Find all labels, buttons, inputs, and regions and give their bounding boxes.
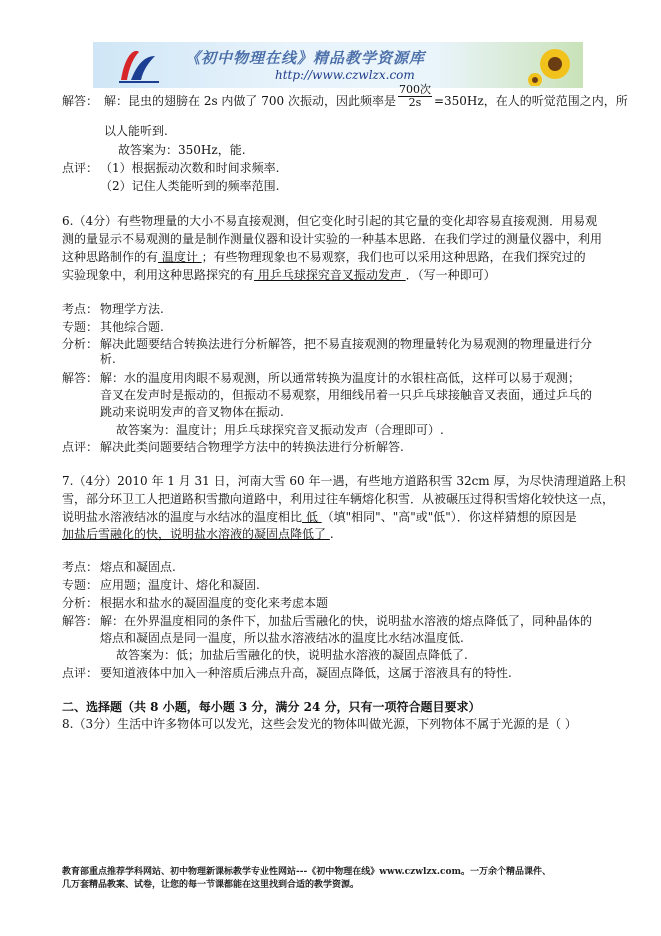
- q6-kaodian: 物理学方法.: [100, 302, 164, 316]
- q7-stem3-text: 说明盐水溶液结冰的温度与水结冰的温度相比: [62, 510, 303, 524]
- q6-jieda-3: 跳动来说明发声的音叉物体在振动.: [100, 405, 284, 419]
- q6-zhuanti-label: 专题：: [62, 320, 99, 334]
- q8-stem: 8.（3分）生活中许多物体可以发光，这些会发光的物体叫做光源，下列物体不属于光源的是（ ）: [62, 717, 577, 731]
- footer-line-2: 几万套精品教案、试卷，让您的每一节课都能在这里找到合适的教学资源。: [62, 880, 360, 890]
- q5-final-answer: 故答案为：350Hz，能.: [118, 143, 246, 157]
- q7-stem4-tail: .: [329, 527, 334, 541]
- q6-jieda-4: 故答案为：温度计；用乒乓球探究音叉振动发声（合理即可）.: [116, 423, 444, 437]
- fraction-numerator: 700次: [398, 83, 431, 96]
- q7-answer-blank-2: 加盐后雪融化的快，说明盐水溶液的凝固点降低了: [62, 527, 330, 541]
- q5-dianping-1: （1）根据振动次数和时间求频率.: [100, 161, 280, 175]
- q5-fraction: [398, 84, 432, 109]
- q5-dianping-label: 点评：: [62, 161, 99, 175]
- q7-jieda-label: 解答：: [62, 614, 99, 628]
- q7-stem-3: [62, 510, 577, 524]
- q7-jieda-2: 熔点和凝固点是同一温度，所以盐水溶液结冰的温度比水结冰温度低.: [100, 631, 464, 645]
- banner-url: http://www.czwlzx.com: [275, 68, 415, 82]
- q6-stem3-tail: ；有些物理现象也不易观察，我们也可以采用这种思路，在我们探究过的: [201, 250, 586, 264]
- q7-jieda-1: 解：在外界温度相同的条件下，加盐后雪融化的快，说明盐水溶液的熔点降低了，同种晶体的: [100, 614, 593, 628]
- q6-stem4-tail: ．（写一种即可）: [405, 268, 496, 282]
- q6-jieda-1: 解：水的温度用肉眼不易观测，所以通常转换为温度计的水银柱高低，这样可以易于观测；: [100, 371, 581, 385]
- q7-fenxi-label: 分析：: [62, 596, 99, 610]
- q6-jieda-label: 解答：: [62, 371, 99, 385]
- q5-answer-line1: [104, 83, 628, 109]
- q5-dianping-2: （2）记住人类能听到的频率范围.: [100, 179, 280, 193]
- q6-jieda-2: 音叉在发声时是振动的，但振动不易观察，用细线吊着一只乒乓球接触音叉表面，通过乒乓的: [100, 388, 593, 402]
- q7-jieda-3: 故答案为：低；加盐后雪融化的快，说明盐水溶液的凝固点降低了.: [116, 648, 468, 662]
- q6-stem-4: [62, 268, 496, 282]
- q7-fenxi: 根据水和盐水的凝固温度的变化来考虑本题: [100, 596, 329, 610]
- q6-stem3-text: 这种思路制作的有: [62, 250, 159, 264]
- logo-icon: [115, 44, 163, 86]
- q6-stem-2: 测的量显示不易观测的量是制作测量仪器和设计实验的一种基本思路．在我们学过的测量仪器中，利用: [62, 232, 603, 246]
- q7-dianping-label: 点评：: [62, 666, 99, 680]
- q5-line1-text: 解：昆虫的翅膀在 2s 内做了 700 次振动，因此频率是: [104, 94, 396, 108]
- q6-stem-1: 6.（4分）有些物理量的大小不易直接观测，但它变化时引起的其它量的变化却容易直接观测．用易观: [62, 214, 598, 228]
- q6-kaodian-label: 考点：: [62, 302, 99, 316]
- q6-answer-blank-1: 温度计: [158, 250, 202, 264]
- q7-stem-1: 7.（4分）2010 年 1 月 31 日，河南大雪 60 年一遇，有些地方道路积雪 32cm 厚，为尽快清理道路上积: [62, 474, 626, 488]
- header-banner: [93, 42, 583, 88]
- banner-title: 《初中物理在线》精品教学资源库: [185, 49, 426, 67]
- q7-stem3-tail: （填"相同"、"高"或"低"）．你这样猜想的原因是: [321, 510, 577, 524]
- q5-answer-line2: 以人能听到.: [104, 124, 168, 138]
- q7-answer-blank-1: 低: [302, 510, 322, 524]
- q7-stem-2: 雪，部分环卫工人把道路积雪撒向道路中，利用过往车辆熔化积雪．从被碾压过得积雪熔化较快这一点，: [62, 492, 615, 506]
- q7-kaodian-label: 考点：: [62, 560, 99, 574]
- q6-stem-3: [62, 250, 586, 264]
- q6-zhuanti: 其他综合题.: [100, 320, 164, 334]
- q5-line1-tail: =350Hz，在人的听觉范围之内，所: [433, 94, 628, 108]
- q7-dianping: 要知道液体中加入一种溶质后沸点升高，凝固点降低，这属于溶液具有的特性.: [100, 666, 512, 680]
- q6-dianping-label: 点评：: [62, 440, 99, 454]
- q6-dianping: 解决此类问题要结合物理学方法中的转换法进行分析解答.: [100, 440, 404, 454]
- q7-kaodian: 熔点和凝固点.: [100, 560, 176, 574]
- q5-jieda-label: 解答：: [62, 94, 99, 108]
- q6-fenxi-1: 解决此题要结合转换法进行分析解答，把不易直接观测的物理量转化为易观测的物理量进行分: [100, 337, 593, 351]
- q7-zhuanti-label: 专题：: [62, 578, 99, 592]
- q7-zhuanti: 应用题；温度计、熔化和凝固.: [100, 578, 260, 592]
- q6-fenxi-label: 分析：: [62, 337, 99, 351]
- q6-stem4-text: 实验现象中，利用这种思路探究的有: [62, 268, 255, 282]
- section-heading: 二、选择题（共 8 小题，每小题 3 分，满分 24 分，只有一项符合题目要求）: [62, 700, 481, 714]
- q7-stem-4: [62, 527, 334, 541]
- sunflower-icon: [527, 44, 577, 86]
- q6-answer-blank-2: 用乒乓球探究音叉振动发声: [254, 268, 406, 282]
- footer-line-1: 教育部重点推荐学科网站、初中物理新课标教学专业性网站---《初中物理在线》www.czwlzx.com。一万余个精品课件、: [62, 867, 552, 877]
- fraction-denominator: 2s: [408, 96, 422, 109]
- q6-fenxi-2: 析.: [100, 352, 116, 366]
